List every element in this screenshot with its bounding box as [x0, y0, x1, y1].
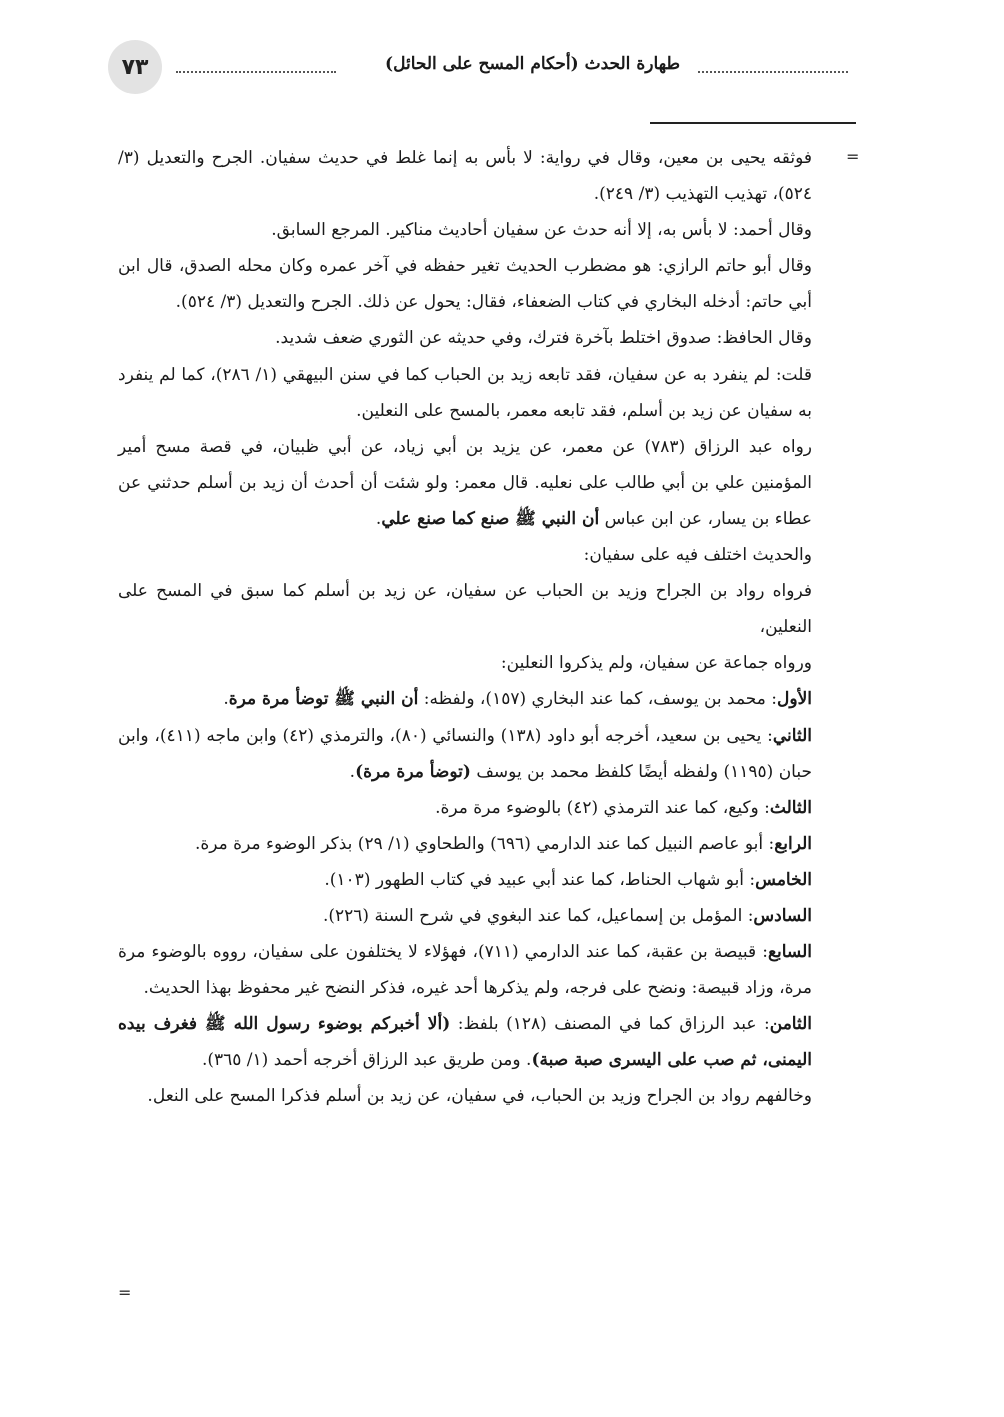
- footnote-paragraph: [118, 1078, 812, 1114]
- quoted-hadith-text: (ألا أخبركم بوضوء رسول الله ﷺ فغرف بيده اليمنى، ثم صب على اليسرى صبة صبة): [118, 1014, 812, 1071]
- header-dotted-leader-right: [698, 71, 848, 73]
- paragraph-text: : يحيى بن سعيد، أخرجه أبو داود (١٣٨) والنسائي (٨٠)، والترمذي (٤٢) وابن ماجه (٤١١)، وابن حبان (١١٩٥) ولفظه أيضًا كلفظ محمد بن يوسف: [118, 725, 812, 782]
- paragraph-text: قلت: لم ينفرد به عن سفيان، فقد تابعه زيد بن الحباب كما في سنن البيهقي (١/ ٢٨٦)، كما لم ينفرد به سفيان عن زيد بن أسلم، فقد تابعه معمر، بالمسح على النعلين.: [118, 364, 812, 421]
- footnote-paragraph: [118, 537, 812, 573]
- footnote-paragraph: [118, 248, 812, 320]
- paragraph-lead-term: الأول: [777, 689, 812, 710]
- paragraph-text: ورواه جماعة عن سفيان، ولم يذكروا النعلين:: [500, 653, 812, 674]
- footnote-paragraph: [118, 429, 812, 537]
- footnote-paragraph: [118, 140, 812, 212]
- footnote-paragraph: [118, 212, 812, 248]
- paragraph-text: : أبو شهاب الحناط، كما عند أبي عبيد في كتاب الطهور (١٠٣).: [324, 869, 756, 890]
- footnote-paragraph: [118, 645, 812, 681]
- quoted-hadith-text: (توضأ مرة مرة): [355, 761, 471, 782]
- paragraph-text: وخالفهم رواد بن الجراح وزيد بن الحباب، في سفيان، عن زيد بن أسلم فذكرا المسح على النعل.: [147, 1086, 812, 1107]
- footnote-paragraph: [118, 790, 812, 826]
- paragraph-text: : أبو عاصم النبيل كما عند الدارمي (٦٩٦) والطحاوي (١/ ٢٩) بذكر الوضوء مرة مرة.: [194, 833, 775, 854]
- footnote-paragraph: [118, 320, 812, 356]
- paragraph-tail: .: [375, 508, 382, 529]
- footnote-paragraph: [118, 681, 812, 717]
- paragraph-text: وقال أحمد: لا بأس به، إلا أنه حدث عن سفيان أحاديث مناكير. المرجع السابق.: [271, 220, 812, 241]
- paragraph-text: والحديث اختلف فيه على سفيان:: [583, 545, 812, 566]
- page-number-badge: ٧٣: [108, 40, 162, 94]
- paragraph-lead-term: الثالث: [769, 797, 812, 818]
- continuation-mark-top: =: [846, 147, 860, 166]
- paragraph-text: : عبد الرزاق كما في المصنف (١٢٨) بلفظ:: [457, 1014, 770, 1035]
- footnote-paragraph: [118, 718, 812, 790]
- paragraph-text: رواه عبد الرزاق (٧٨٣) عن معمر، عن يزيد بن أبي زياد، عن أبي ظبيان، في قصة مسح أمير المؤمنين علي بن أبي طالب على نعليه. قال معمر: ولو شئت أن أحدث أن زيد بن أسلم حدثني عن عطاء بن يسار، عن ابن عباس: [118, 436, 812, 529]
- paragraph-text: وقال الحافظ: صدوق اختلط بآخرة فترك، وفي حديثه عن الثوري ضعف شديد.: [275, 328, 812, 349]
- paragraph-text: : المؤمل بن إسماعيل، كما عند البغوي في شرح السنة (٢٢٦).: [322, 905, 754, 926]
- paragraph-lead-term: الثاني: [772, 725, 812, 746]
- footnote-paragraph: [118, 826, 812, 862]
- paragraph-text: فوثقه يحيى بن معين، وقال في رواية: لا بأس به إنما غلط في حديث سفيان. الجرح والتعديل (٣/ ٥٢٤)، تهذيب التهذيب (٣/ ٢٤٩).: [118, 148, 812, 205]
- page-header: [100, 40, 860, 100]
- paragraph-text: فرواه رواد بن الجراح وزيد بن الحباب عن سفيان، عن زيد بن أسلم كما سبق في المسح على النعلين،: [118, 581, 812, 638]
- footnote-paragraph: [118, 357, 812, 429]
- header-dotted-leader-left: [176, 71, 336, 73]
- paragraph-text: : وكيع، كما عند الترمذي (٤٢) بالوضوء مرة مرة.: [435, 797, 770, 818]
- paragraph-tail: .: [349, 761, 356, 782]
- paragraph-lead-term: الخامس: [755, 869, 812, 890]
- paragraph-tail: . ومن طريق عبد الرزاق أخرجه أحمد (١/ ٣٦٥).: [201, 1050, 532, 1071]
- continuation-mark-bottom: =: [118, 1283, 132, 1302]
- paragraph-lead-term: الرابع: [774, 833, 812, 854]
- paragraph-lead-term: الثامن: [769, 1014, 813, 1035]
- footnote-body: [118, 140, 812, 1115]
- footnote-paragraph: [118, 934, 812, 1006]
- paragraph-text: وقال أبو حاتم الرازي: هو مضطرب الحديث تغير حفظه في آخر عمره وكان محله الصدق، قال ابن أبي حاتم: أدخله البخاري في كتاب الضعفاء، فقال: يحول عن ذلك. الجرح والتعديل (٣/ ٥٢٤).: [118, 256, 812, 313]
- footnote-paragraph: [118, 898, 812, 934]
- paragraph-lead-term: السابع: [767, 942, 812, 963]
- paragraph-text: : قبيصة بن عقبة، كما عند الدارمي (٧١١)، فهؤلاء لا يختلفون على سفيان، رووه بالوضوء مرة مرة، وزاد قبيصة: ونضح على فرجه، ولم يذكرها أحد غيره، فذكر النضح غير محفوظ بهذا الحديث.: [118, 942, 812, 999]
- paragraph-tail: .: [223, 689, 229, 710]
- footnote-paragraph: [118, 862, 812, 898]
- quoted-hadith-text: أن النبي ﷺ صنع كما صنع علي: [381, 508, 600, 529]
- running-title: طهارة الحدث (أحكام المسح على الحائل): [385, 54, 680, 74]
- paragraph-text: : محمد بن يوسف، كما عند البخاري (١٥٧)، ولفظه:: [423, 689, 778, 710]
- footnote-paragraph: [118, 1006, 812, 1078]
- quoted-hadith-text: أن النبي ﷺ توضأ مرة مرة: [228, 689, 419, 710]
- footnote-separator-rule: [650, 122, 856, 124]
- footnote-paragraph: [118, 573, 812, 645]
- paragraph-lead-term: السادس: [753, 905, 812, 926]
